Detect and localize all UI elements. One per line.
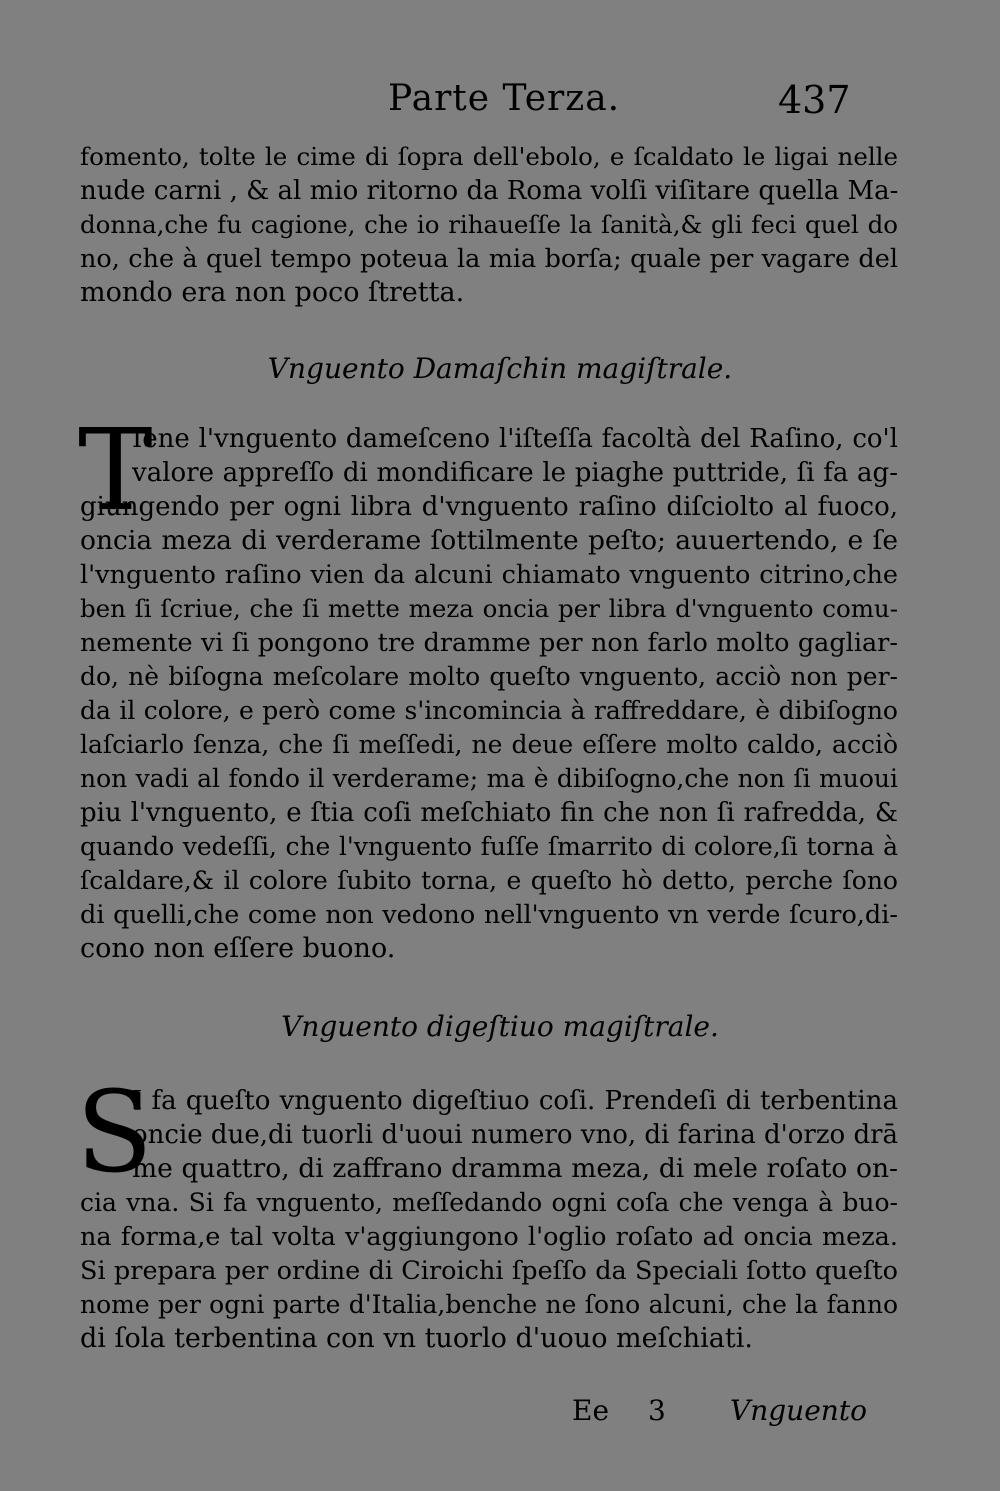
text-line: mondo era non poco ſtretta.	[80, 277, 465, 308]
drop-cap: T	[78, 406, 153, 536]
text-line: valore appreſſo di mondificare le piaghe puttride, ſi fa ag-	[132, 458, 898, 488]
page-header	[0, 78, 1000, 138]
text-line: cia vna. Si fa vnguento, meſſedando ogni coſa che venga à buo-	[80, 1188, 898, 1217]
text-line: non vadi al fondo il verderame; ma è dibiſogno,che non ſi muoui	[80, 764, 898, 793]
paragraph-continuation	[80, 140, 898, 310]
text-line: na forma,e tal volta v'aggiungono l'oglio roſato ad oncia meza.	[80, 1222, 898, 1252]
text-line: cono non eſſere buono.	[80, 933, 396, 964]
section-body	[80, 422, 898, 966]
page-number: 437	[778, 78, 851, 122]
catchword: Vnguento	[730, 1394, 867, 1427]
text-line: nome per ogni parte d'Italia,benche ne ſono alcuni, che la fanno	[80, 1290, 898, 1319]
text-line: quando vedeſſi, che l'vnguento fuſſe ſmarrito di colore,ſi torna à	[80, 832, 898, 861]
text-line: fomento, tolte le cime di ſopra dell'ebolo, e ſcaldato le ligai nelle	[80, 142, 898, 171]
text-line: no, che à quel tempo poteua la mia borſa; quale per vagare del	[80, 244, 898, 274]
text-line: l'vnguento raſino vien da alcuni chiamato vnguento citrino,che	[80, 560, 898, 590]
text-line: nude carni , & al mio ritorno da Roma volſi viſitare quella Ma-	[80, 176, 899, 206]
text-line: da il colore, e però come s'incomincia à raffreddare, è dibiſogno	[80, 696, 898, 725]
text-line: donna,che fu cagione, che io rihaueſſe la ſanità,& gli feci quel do	[80, 210, 898, 239]
text-line: piu l'vnguento, e ſtia coſi meſchiato fin che non ſi rafredda, &	[80, 798, 898, 828]
text-line: me quattro, di zaffrano dramma meza, di mele roſato on-	[132, 1153, 898, 1184]
text-line: ſcaldare,& il colore ſubito torna, e queſto hò detto, perche ſono	[80, 866, 898, 895]
text-line: oncie due,di tuorli d'uoui numero vno, di farina d'orzo drā	[132, 1120, 899, 1150]
section-heading: Vnguento Damaſchin magiſtrale.	[267, 352, 733, 385]
text-line: Iene l'vnguento dameſceno l'iſteſſa facoltà del Raſino, co'l	[132, 424, 898, 454]
running-head: Parte Terza.	[388, 78, 621, 119]
signature-number: 3	[648, 1394, 666, 1427]
section-heading: Vnguento digeſtiuo magiſtrale.	[281, 1010, 719, 1043]
text-line: oncia meza di verderame ſottilmente peſto; auuertendo, e ſe	[80, 525, 898, 556]
text-line: I fa queſto vnguento digeſtiuo coſi. Prendeſi di terbentina	[132, 1086, 898, 1116]
text-line: di quelli,che come non vedono nell'vnguento vn verde ſcuro,di-	[80, 900, 898, 930]
text-line: do, nè biſogna meſcolare molto queſto vnguento, acciò non per-	[80, 662, 898, 691]
text-line: nemente vi ſi pongono tre dramme per non farlo molto gagliar-	[80, 628, 898, 658]
page-footer	[0, 1394, 1000, 1434]
drop-cap: S	[76, 1068, 153, 1198]
section-body	[80, 1084, 898, 1356]
text-line: giungendo per ogni libra d'vnguento raſino diſciolto al fuoco,	[80, 492, 898, 522]
signature-mark: Ee	[572, 1394, 610, 1427]
text-line: di ſola terbentina con vn tuorlo d'uouo meſchiati.	[80, 1323, 753, 1354]
text-line: laſciarlo ſenza, che ſi meſſedi, ne deue eſſere molto caldo, acciò	[80, 730, 898, 759]
text-line: ben ſi ſcriue, che ſi mette meza oncia per libra d'vnguento comu-	[80, 594, 898, 623]
text-line: Si prepara per ordine di Ciroichi ſpeſſo da Speciali ſotto queſto	[80, 1256, 898, 1286]
